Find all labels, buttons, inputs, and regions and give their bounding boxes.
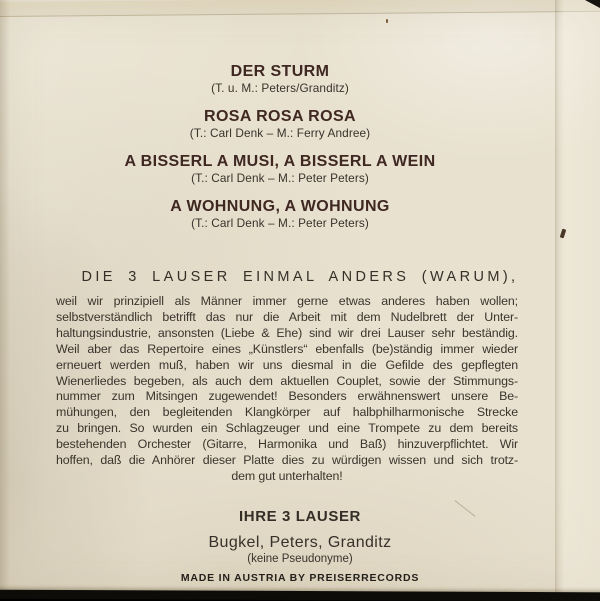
manufacturer-credit: MADE IN AUSTRIA BY PREISERRECORDS [180,572,420,584]
scan-background-bottom-edge [0,590,600,601]
track-list [0,62,560,242]
track-entry [0,62,560,95]
liner-notes-line: Wienerliedes begeben, als auch dem aktuellen Couplet, sowie der Stimmungs- [56,373,518,388]
track-credits: (T.: Carl Denk – M.: Peter Peters) [191,216,369,230]
track-credits: (T. u. M.: Peters/Granditz) [211,81,349,95]
footer-credits [0,508,600,584]
track-title: DER STURM [230,63,330,80]
liner-notes-line: mühungen, den begleitenden Klangkörper auf halbphilharmonische Strecke [56,405,518,420]
artist-name: IHRE 3 LAUSER [239,508,361,525]
liner-notes-line: weil wir prinzipiell als Männer immer gerne etwas anderes haben wollen; [56,294,518,308]
track-entry [0,152,560,185]
liner-notes-headline: DIE 3 LAUSER EINMAL ANDERS (WARUM), [81,269,519,285]
liner-notes-line: haltungsindustrie, ansonsten (Liebe & Ehe) sind wir drei Lauser sehr beständig. [56,325,518,340]
track-title: A BISSERL A MUSI, A BISSERL A WEIN [124,153,436,170]
member-names: Bugkel, Peters, Granditz [208,534,392,551]
sleeve-top-flap-crease [0,0,600,17]
liner-notes-line: hoffen, daß die Anhörer dieser Platte dies zu würdigen wissen und sich trotz- [56,453,518,468]
track-entry [0,107,560,140]
scan-background-top-right-corner [585,0,600,8]
liner-notes-paragraph [56,294,518,485]
liner-notes-line: nummer zum Mitsingen zugewendet! Besonders erwähnenswert unsere Be- [56,389,518,404]
paper-stain [386,19,388,23]
liner-notes-line: bestehenden Orchester (Gitarre, Harmonika und Baß) hinzuverpflichtet. Wir [56,437,518,452]
liner-notes-line: selbstverständlich betrifft das nur die Arbeit mit dem Nudelbrett der Unter- [56,309,518,324]
track-title: ROSA ROSA ROSA [204,108,356,125]
liner-notes-line: erneuert werden muß, haben wir uns diesmal in die Gefilde des gepflegten [56,357,518,372]
liner-notes-line: zu bringen. So wurden ein Schlagzeuger und eine Trompete zu dem bereits [56,421,518,436]
pseudonym-note: (keine Pseudonyme) [247,553,353,565]
track-title: A WOHNUNG, A WOHNUNG [170,198,390,215]
track-credits: (T.: Carl Denk – M.: Peter Peters) [191,171,369,185]
liner-notes-line: dem gut unterhalten! [231,468,343,483]
track-credits: (T.: Carl Denk – M.: Ferry Andree) [189,126,371,140]
track-entry [0,197,560,230]
liner-notes-line: Weil aber das Repertoire eines „Künstlers“ ebenfalls (be)ständig immer wieder [56,341,518,356]
sleeve-right-fold-crease [555,0,600,592]
